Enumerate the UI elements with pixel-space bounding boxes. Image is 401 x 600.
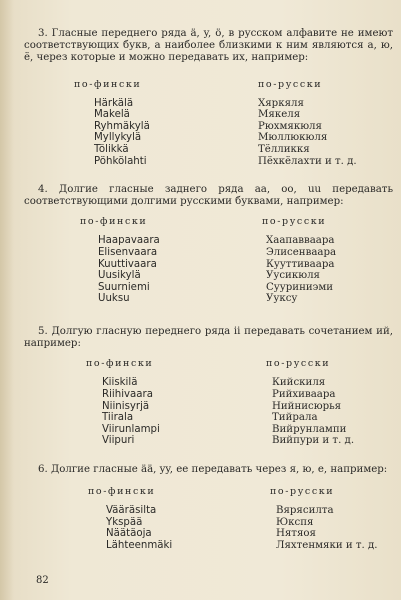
section-4-russian-column bbox=[262, 216, 336, 305]
page-number: 82 bbox=[36, 575, 49, 586]
russian-name: Рюхмякюля bbox=[258, 120, 322, 132]
section-5 bbox=[0, 326, 401, 447]
russian-name: Хаапавваара bbox=[266, 235, 335, 247]
section-3-finnish-column bbox=[74, 79, 150, 168]
section-5-russian-column bbox=[266, 358, 354, 447]
russian-name: Вийпури и т. д. bbox=[272, 435, 355, 447]
section-6-text: 6. Долгие гласные ää, yy, ee передавать через я, ю, е, например: bbox=[38, 464, 388, 475]
russian-name: Тёлликкя bbox=[258, 143, 310, 155]
finnish-name: Kiiskilä bbox=[102, 377, 138, 389]
finnish-name: Vääräsilta bbox=[106, 505, 157, 517]
finnish-column-header: по-фински bbox=[86, 358, 154, 370]
finnish-name: Näätäoja bbox=[106, 528, 152, 540]
finnish-name: Uusikylä bbox=[98, 270, 141, 282]
section-6-finnish-column bbox=[88, 486, 172, 551]
finnish-name: Pöhkölahti bbox=[94, 155, 147, 167]
finnish-column-header: по-фински bbox=[80, 216, 148, 228]
russian-name: Мякеля bbox=[258, 109, 301, 121]
russian-name: Сууриниэми bbox=[266, 281, 334, 293]
finnish-name: Tiirala bbox=[102, 412, 134, 424]
russian-name: Ляхтенмяки и т. д. bbox=[276, 539, 378, 551]
section-3-text: 3. Гласные переднего ряда ä, y, ö, в русском алфавите не имеют соответствующих букв, а наиболее близкими к ним являются а, ю, ё, через которые и можно передавать их, например: bbox=[24, 28, 393, 64]
section-4-text: 4. Долгие гласные заднего ряда aa, oo, uu передавать соответствующими долгими русскими буквами, например: bbox=[24, 184, 393, 208]
finnish-name: Uuksu bbox=[98, 293, 130, 305]
section-4 bbox=[0, 184, 401, 305]
finnish-name: Tölikkä bbox=[94, 143, 129, 155]
finnish-column-header: по-фински bbox=[74, 78, 142, 90]
section-4-finnish-column bbox=[80, 216, 160, 305]
russian-name: Ууксу bbox=[266, 293, 298, 305]
finnish-name: Makelä bbox=[94, 109, 130, 121]
russian-name: Нятяоя bbox=[276, 528, 316, 540]
finnish-name: Ryhmäkylä bbox=[94, 120, 150, 132]
russian-name: Вийрунлампи bbox=[272, 423, 347, 435]
finnish-column-header: по-фински bbox=[88, 486, 156, 498]
section-5-text: 5. Долгую гласную переднего ряда ii передавать сочетанием ий, например: bbox=[24, 326, 393, 350]
russian-name: Пёхкёлахти и т. д. bbox=[258, 155, 357, 167]
finnish-name: Niinisyrjä bbox=[102, 400, 150, 412]
russian-name: Кууттиваара bbox=[266, 258, 335, 270]
section-3-russian-column bbox=[258, 79, 357, 168]
finnish-name: Lähteenmäki bbox=[106, 539, 173, 551]
russian-column-header: по-русски bbox=[270, 486, 335, 498]
section-6-russian-column bbox=[270, 486, 378, 551]
section-3 bbox=[0, 28, 401, 167]
section-6 bbox=[0, 464, 401, 551]
finnish-name: Riihivaara bbox=[102, 389, 153, 400]
russian-name: Тийрала bbox=[272, 412, 318, 424]
russian-name: Вярясилта bbox=[276, 505, 334, 517]
finnish-name: Härkälä bbox=[94, 97, 134, 109]
russian-name: Нийнисюрья bbox=[272, 400, 342, 412]
finnish-name: Viirunlampi bbox=[102, 423, 160, 435]
finnish-name: Elisenvaara bbox=[98, 247, 158, 258]
russian-name: Хяркяля bbox=[258, 97, 304, 109]
finnish-name: Viipuri bbox=[102, 435, 135, 447]
russian-column-header: по-русски bbox=[266, 358, 331, 370]
russian-name: Юкспя bbox=[276, 516, 314, 528]
russian-name: Мюллюкюля bbox=[258, 132, 328, 144]
finnish-name: Kuuttivaara bbox=[98, 258, 157, 270]
russian-name: Рийхиваара bbox=[272, 389, 336, 400]
russian-name: Элисенваара bbox=[266, 247, 337, 258]
russian-column-header: по-русски bbox=[258, 78, 323, 90]
finnish-name: Suurniemi bbox=[98, 281, 150, 293]
page-edge-shadow bbox=[0, 0, 14, 600]
section-5-finnish-column bbox=[86, 358, 160, 447]
finnish-name: Myllykylä bbox=[94, 132, 142, 144]
russian-column-header: по-русски bbox=[262, 216, 327, 228]
finnish-name: Haapavaara bbox=[98, 235, 160, 247]
russian-name: Кийскиля bbox=[272, 377, 326, 389]
russian-name: Уусикюля bbox=[266, 270, 320, 282]
finnish-name: Ykspää bbox=[106, 516, 143, 528]
